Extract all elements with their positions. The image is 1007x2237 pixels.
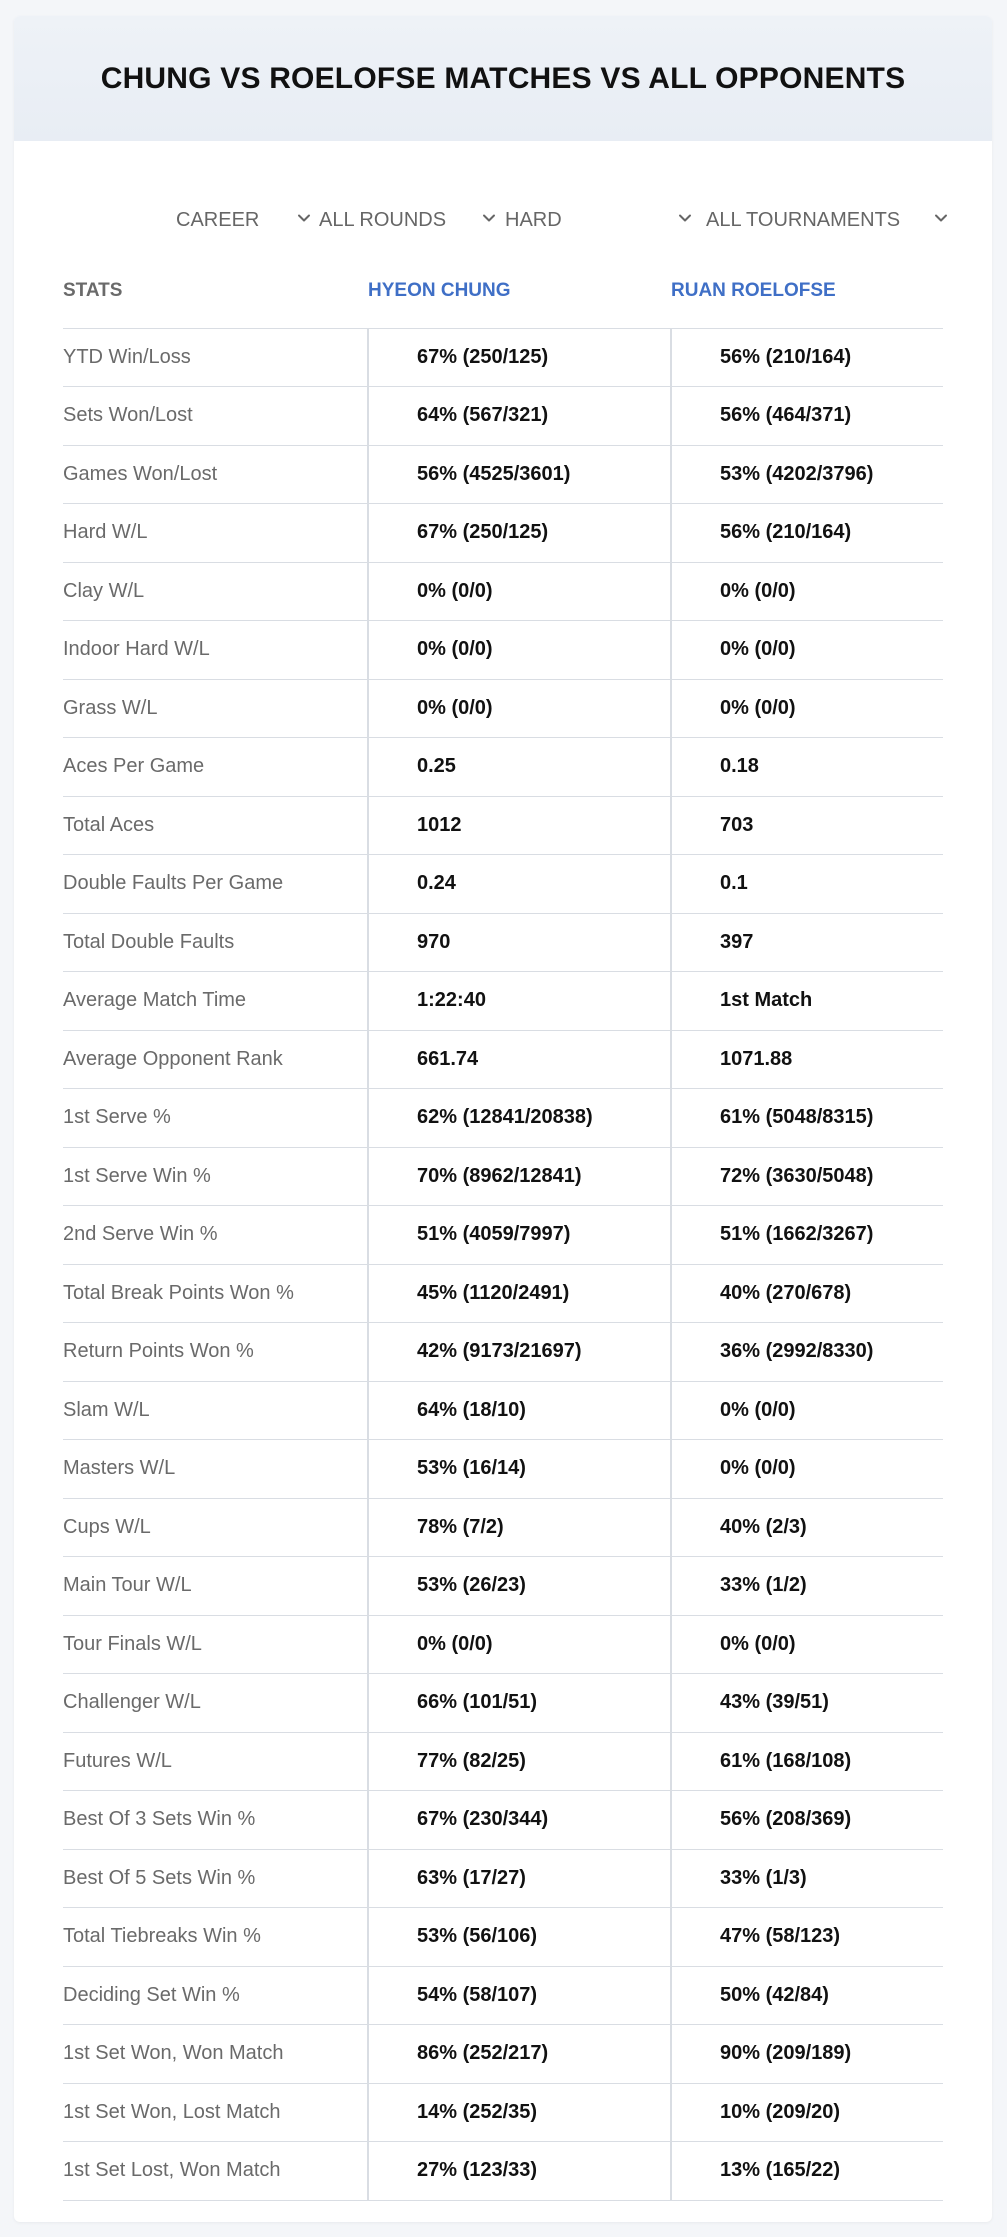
stat-label: Games Won/Lost [63,445,368,504]
stat-label: Tour Finals W/L [63,1615,368,1674]
player2-value: 50% (42/84) [671,1966,943,2025]
stat-label: YTD Win/Loss [63,328,368,387]
player1-value: 45% (1120/2491) [368,1264,671,1323]
table-header-row [63,254,943,328]
column-header-stats: STATS [63,254,368,328]
player1-value: 1012 [368,796,671,855]
player2-value: 703 [671,796,943,855]
player2-value: 47% (58/123) [671,1908,943,1967]
table-row [63,1440,943,1499]
player1-value: 62% (12841/20838) [368,1089,671,1148]
player2-value: 0% (0/0) [671,1615,943,1674]
player1-value: 14% (252/35) [368,2083,671,2142]
chevron-down-icon [933,210,949,226]
table-row [63,1791,943,1850]
player1-value: 64% (18/10) [368,1381,671,1440]
table-row [63,1264,943,1323]
player1-value: 27% (123/33) [368,2142,671,2201]
player1-value: 661.74 [368,1030,671,1089]
player2-value: 0% (0/0) [671,562,943,621]
player1-value: 0.24 [368,855,671,914]
stat-label: 1st Serve Win % [63,1147,368,1206]
stats-table-body [63,328,943,2200]
table-row [63,2025,943,2084]
table-row [63,1030,943,1089]
stat-label: Best Of 5 Sets Win % [63,1849,368,1908]
table-row [63,1615,943,1674]
stat-label: 1st Serve % [63,1089,368,1148]
stat-label: Challenger W/L [63,1674,368,1733]
player2-link[interactable]: RUAN ROELOFSE [671,254,943,328]
chevron-down-icon [296,210,312,226]
table-row [63,1908,943,1967]
stat-label: Total Tiebreaks Win % [63,1908,368,1967]
player2-value: 36% (2992/8330) [671,1323,943,1382]
surface-select[interactable] [505,192,695,248]
player1-value: 970 [368,913,671,972]
stat-label: Total Aces [63,796,368,855]
player2-value: 72% (3630/5048) [671,1147,943,1206]
table-row [63,1089,943,1148]
stat-label: 1st Set Lost, Won Match [63,2142,368,2201]
player2-value: 1st Match [671,972,943,1031]
player2-value: 61% (168/108) [671,1732,943,1791]
stat-label: 1st Set Won, Won Match [63,2025,368,2084]
player2-value: 40% (2/3) [671,1498,943,1557]
player2-value: 61% (5048/8315) [671,1089,943,1148]
table-row [63,562,943,621]
rounds-select-value: ALL ROUNDS [319,208,447,231]
page-title: CHUNG VS ROELOFSE MATCHES VS ALL OPPONENTS [100,61,906,95]
player2-value: 56% (210/164) [671,504,943,563]
stat-label: Grass W/L [63,679,368,738]
player2-value: 13% (165/22) [671,2142,943,2201]
player2-value: 51% (1662/3267) [671,1206,943,1265]
player2-value: 40% (270/678) [671,1264,943,1323]
player1-value: 53% (16/14) [368,1440,671,1499]
stats-table [63,254,943,2201]
rounds-select[interactable] [319,192,499,248]
player2-value: 0.1 [671,855,943,914]
table-row [63,1674,943,1733]
player2-value: 0.18 [671,738,943,797]
table-row [63,738,943,797]
table-row [63,1147,943,1206]
stat-label: Cups W/L [63,1498,368,1557]
player1-value: 86% (252/217) [368,2025,671,2084]
player2-value: 1071.88 [671,1030,943,1089]
stat-label: 1st Set Won, Lost Match [63,2083,368,2142]
stats-card [14,16,992,2222]
player1-value: 77% (82/25) [368,1732,671,1791]
period-select-value: CAREER [176,208,260,231]
stat-label: Indoor Hard W/L [63,621,368,680]
tournaments-select-value: ALL TOURNAMENTS [706,208,901,231]
player1-value: 78% (7/2) [368,1498,671,1557]
player1-value: 70% (8962/12841) [368,1147,671,1206]
player1-value: 54% (58/107) [368,1966,671,2025]
player2-value: 0% (0/0) [671,621,943,680]
player1-link[interactable]: HYEON CHUNG [368,254,671,328]
table-row [63,1966,943,2025]
stat-label: Hard W/L [63,504,368,563]
table-row [63,796,943,855]
player1-value: 63% (17/27) [368,1849,671,1908]
surface-select-value: HARD [505,208,562,231]
table-row [63,1849,943,1908]
player2-value: 33% (1/3) [671,1849,943,1908]
player1-value: 0% (0/0) [368,679,671,738]
table-row [63,1557,943,1616]
table-row [63,2083,943,2142]
player1-value: 67% (250/125) [368,504,671,563]
player2-value: 397 [671,913,943,972]
table-row [63,855,943,914]
stat-label: Total Break Points Won % [63,1264,368,1323]
player2-value: 0% (0/0) [671,679,943,738]
stat-label: Masters W/L [63,1440,368,1499]
stat-label: Futures W/L [63,1732,368,1791]
table-row [63,1323,943,1382]
stat-label: Total Double Faults [63,913,368,972]
player2-value: 53% (4202/3796) [671,445,943,504]
player1-value: 1:22:40 [368,972,671,1031]
stat-label: Average Opponent Rank [63,1030,368,1089]
player2-value: 10% (209/20) [671,2083,943,2142]
table-row [63,2142,943,2201]
tournaments-select[interactable] [706,192,956,248]
table-row [63,445,943,504]
stat-label: Main Tour W/L [63,1557,368,1616]
table-row [63,679,943,738]
player1-value: 64% (567/321) [368,387,671,446]
chevron-down-icon [481,210,497,226]
player1-value: 56% (4525/3601) [368,445,671,504]
player1-value: 51% (4059/7997) [368,1206,671,1265]
player1-value: 42% (9173/21697) [368,1323,671,1382]
player2-value: 56% (210/164) [671,328,943,387]
stat-label: Clay W/L [63,562,368,621]
player2-value: 56% (208/369) [671,1791,943,1850]
card-header [14,16,992,141]
stat-label: Double Faults Per Game [63,855,368,914]
table-row [63,1206,943,1265]
table-row [63,328,943,387]
player2-value: 0% (0/0) [671,1381,943,1440]
player2-value: 90% (209/189) [671,2025,943,2084]
table-row [63,972,943,1031]
player1-value: 0% (0/0) [368,562,671,621]
stat-label: Sets Won/Lost [63,387,368,446]
player2-value: 33% (1/2) [671,1557,943,1616]
player1-value: 66% (101/51) [368,1674,671,1733]
table-row [63,621,943,680]
stat-label: Return Points Won % [63,1323,368,1382]
player1-value: 0% (0/0) [368,621,671,680]
stat-label: Best Of 3 Sets Win % [63,1791,368,1850]
table-row [63,1732,943,1791]
chevron-down-icon [677,210,693,226]
player1-value: 67% (250/125) [368,328,671,387]
player2-value: 0% (0/0) [671,1440,943,1499]
table-row [63,504,943,563]
table-row [63,1498,943,1557]
player2-value: 56% (464/371) [671,387,943,446]
stat-label: Deciding Set Win % [63,1966,368,2025]
table-row [63,387,943,446]
player2-value: 43% (39/51) [671,1674,943,1733]
player1-value: 67% (230/344) [368,1791,671,1850]
stat-label: Average Match Time [63,972,368,1031]
stat-label: Slam W/L [63,1381,368,1440]
player1-value: 53% (56/106) [368,1908,671,1967]
player1-value: 0% (0/0) [368,1615,671,1674]
player1-value: 53% (26/23) [368,1557,671,1616]
table-row [63,913,943,972]
player1-value: 0.25 [368,738,671,797]
table-row [63,1381,943,1440]
stat-label: 2nd Serve Win % [63,1206,368,1265]
filter-bar [14,192,992,248]
stat-label: Aces Per Game [63,738,368,797]
period-select[interactable] [176,192,312,248]
